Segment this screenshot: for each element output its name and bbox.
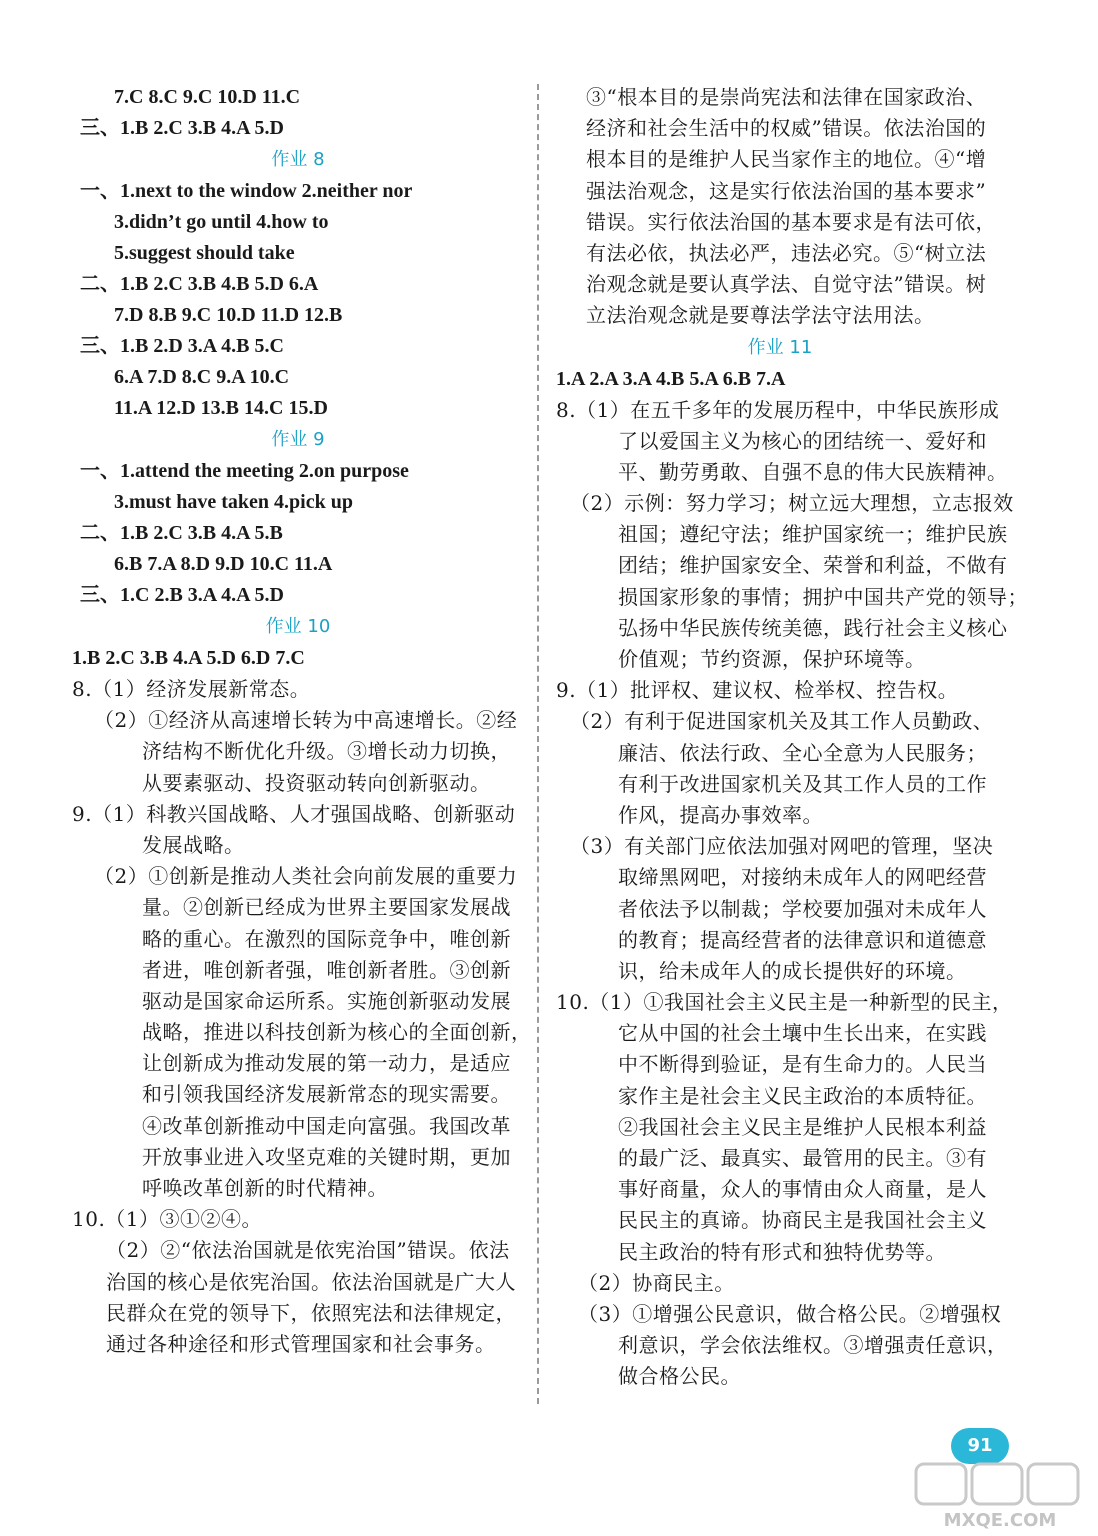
answer-line: 三、1.B 2.C 3.B 4.A 5.D <box>80 117 284 139</box>
page-number: 91 <box>951 1428 1009 1464</box>
text-line: 治观念就是要认真学法、自觉守法”错误。树 <box>586 272 987 297</box>
text-line: 作风，提高办事效率。 <box>618 802 823 827</box>
text-line: 祖国；遵纪守法；维护国家统一；维护民族 <box>618 522 1008 547</box>
text-line: （2）①经济从高速增长转为中高速增长。②经 <box>94 708 518 733</box>
text-line: 民民主的真谛。协商民主是我国社会主义 <box>618 1208 987 1233</box>
text-line: 从要素驱动、投资驱动转向创新驱动。 <box>142 770 491 795</box>
text-line: 驱动是国家命运所系。实施创新驱动发展 <box>142 988 511 1013</box>
text-line: 识，给未成年人的成长提供好的环境。 <box>618 958 967 983</box>
text-line: 8.（1）在五千多年的发展历程中，中华民族形成 <box>556 397 1000 422</box>
column-divider <box>537 84 539 1404</box>
text-line: 的教育；提高经营者的法律意识和道德意 <box>618 927 987 952</box>
answer-line: 11.A 12.D 13.B 14.C 15.D <box>114 397 328 419</box>
answer-line: 1.A 2.A 3.A 4.B 5.A 6.B 7.A <box>556 367 786 390</box>
text-line: 民主政治的特有形式和独特优势等。 <box>618 1239 946 1264</box>
text-line: 价值观；节约资源，保护环境等。 <box>618 647 926 671</box>
text-line: 廉洁、依法行政、全心全意为人民服务； <box>618 740 987 765</box>
text-line: 损国家形象的事情；拥护中国共产党的领导； <box>618 584 1028 609</box>
answer-line: 二、1.B 2.C 3.B 4.B 5.D 6.A <box>80 273 319 295</box>
text-line: 强法治观念，这是实行依法治国的基本要求” <box>586 178 987 203</box>
text-line: （2）②“依法治国就是依宪治国”错误。依法 <box>106 1238 510 1263</box>
text-line: 家作主是社会主义民主政治的本质特征。 <box>618 1083 987 1108</box>
text-line: （3）①增强公民意识，做合格公民。②增强权 <box>578 1301 1002 1326</box>
text-line: 10.（1）①我国社会主义民主是一种新型的民主， <box>556 990 1013 1015</box>
text-line: 通过各种途径和形式管理国家和社会事务。 <box>106 1331 496 1356</box>
text-line: 呼唤改革创新的时代精神。 <box>142 1176 388 1200</box>
text-line: 民群众在党的领导下，依照宪法和法律规定， <box>106 1300 516 1325</box>
text-line: ③“根本目的是崇尚宪法和法律在国家政治、 <box>586 85 987 109</box>
answer-line: 一、1.next to the window 2.neither nor <box>80 180 413 202</box>
text-line: 的最广泛、最真实、最管用的民主。③有 <box>618 1146 987 1170</box>
answer-line: 6.B 7.A 8.D 9.D 10.C 11.A <box>114 553 333 575</box>
answer-line: 1.B 2.C 3.B 4.A 5.D 6.D 7.C <box>72 647 305 669</box>
text-line: 有利于改进国家机关及其工作人员的工作 <box>618 771 987 796</box>
text-line: 团结；维护国家安全、荣誉和利益，不做有 <box>618 553 1008 578</box>
text-line: 9.（1）科教兴国战略、人才强国战略、创新驱动 <box>72 801 516 826</box>
text-line: 中不断得到验证，是有生命力的。人民当 <box>618 1052 987 1077</box>
section-heading: 作业 8 <box>271 149 325 170</box>
answer-line: 二、1.B 2.C 3.B 4.A 5.B <box>80 522 283 544</box>
text-line: （2）①创新是推动人类社会向前发展的重要力 <box>94 864 518 889</box>
section-heading: 作业 10 <box>265 616 331 637</box>
text-line: 根本目的是维护人民当家作主的地位。④“增 <box>586 147 987 172</box>
text-line: 取缔黑网吧，对接纳未成年人的网吧经营 <box>618 865 987 890</box>
text-line: 做合格公民。 <box>618 1364 741 1389</box>
text-line: 经济和社会生活中的权威”错误。依法治国的 <box>586 116 987 141</box>
text-line: 让创新成为推动发展的第一动力，是适应 <box>142 1051 511 1076</box>
answer-line: 7.C 8.C 9.C 10.D 11.C <box>114 86 301 108</box>
text-line: 者依法予以制裁；学校要加强对未成年人 <box>618 896 987 921</box>
text-line: 平、勤劳勇敢、自强不息的伟大民族精神。 <box>618 459 1008 484</box>
text-line: ④改革创新推动中国走向富强。我国改革 <box>142 1113 511 1138</box>
left-column <box>72 82 532 1360</box>
answer-line: 3.must have taken 4.pick up <box>114 491 353 513</box>
section-heading: 作业 11 <box>747 336 813 358</box>
text-line: （3）有关部门应依法加强对网吧的管理，坚决 <box>570 834 994 859</box>
text-line: 9.（1）批评权、建议权、检举权、控告权。 <box>556 678 959 703</box>
answer-line: 三、1.B 2.D 3.A 4.B 5.C <box>80 335 284 357</box>
text-line: 者进，唯创新者强，唯创新者胜。③创新 <box>142 957 511 982</box>
text-line: 有法必依，执法必严，违法必究。⑤“树立法 <box>586 240 987 265</box>
text-line: 错误。实行依法治国的基本要求是有法可依， <box>586 209 996 234</box>
text-line: 10.（1）③①②④。 <box>72 1207 263 1232</box>
text-line: 和引领我国经济发展新常态的现实需要。 <box>142 1082 511 1107</box>
svg-text:MXQE.COM: MXQE.COM <box>943 1510 1057 1531</box>
text-line: ②我国社会主义民主是维护人民根本利益 <box>618 1114 987 1139</box>
answer-line: 7.D 8.B 9.C 10.D 11.D 12.B <box>114 304 343 326</box>
text-line: 它从中国的社会土壤中生长出来，在实践 <box>618 1021 987 1046</box>
text-line: （2）协商民主。 <box>578 1270 735 1295</box>
text-line: 略的重心。在激烈的国际竞争中，唯创新 <box>142 926 511 951</box>
text-line: 8.（1）经济发展新常态。 <box>72 677 311 701</box>
answer-line: 6.A 7.D 8.C 9.A 10.C <box>114 366 290 388</box>
text-line: 治国的核心是依宪治国。依法治国就是广大人 <box>106 1269 516 1294</box>
text-line: 事好商量，众人的事情由众人商量，是人 <box>618 1177 987 1202</box>
section-heading: 作业 9 <box>271 429 325 450</box>
text-line: 立法治观念就是要尊法学法守法用法。 <box>586 303 935 328</box>
text-line: 弘扬中华民族传统美德，践行社会主义核心 <box>618 615 1008 640</box>
watermark-logo <box>910 1460 1090 1532</box>
right-column <box>556 82 1028 1393</box>
text-line: （2）示例：努力学习；树立远大理想，立志报效 <box>570 491 1014 516</box>
text-line: 发展战略。 <box>142 832 245 857</box>
text-line: 济结构不断优化升级。③增长动力切换， <box>142 739 511 764</box>
text-line: （2）有利于促进国家机关及其工作人员勤政、 <box>570 709 994 734</box>
answer-line: 3.didn’t go until 4.how to <box>114 211 329 233</box>
answer-line: 一、1.attend the meeting 2.on purpose <box>80 460 409 482</box>
text-line: 开放事业进入攻坚克难的关键时期，更加 <box>142 1144 511 1169</box>
text-line: 利意识，学会依法维权。③增强责任意识， <box>618 1333 1008 1358</box>
answer-line: 5.suggest should take <box>114 242 295 264</box>
text-line: 了以爱国主义为核心的团结统一、爱好和 <box>618 428 987 453</box>
answer-line: 三、1.C 2.B 3.A 4.A 5.D <box>80 584 284 606</box>
text-line: 量。②创新已经成为世界主要国家发展战 <box>142 895 511 920</box>
text-line: 战略，推进以科技创新为核心的全面创新， <box>142 1020 532 1045</box>
